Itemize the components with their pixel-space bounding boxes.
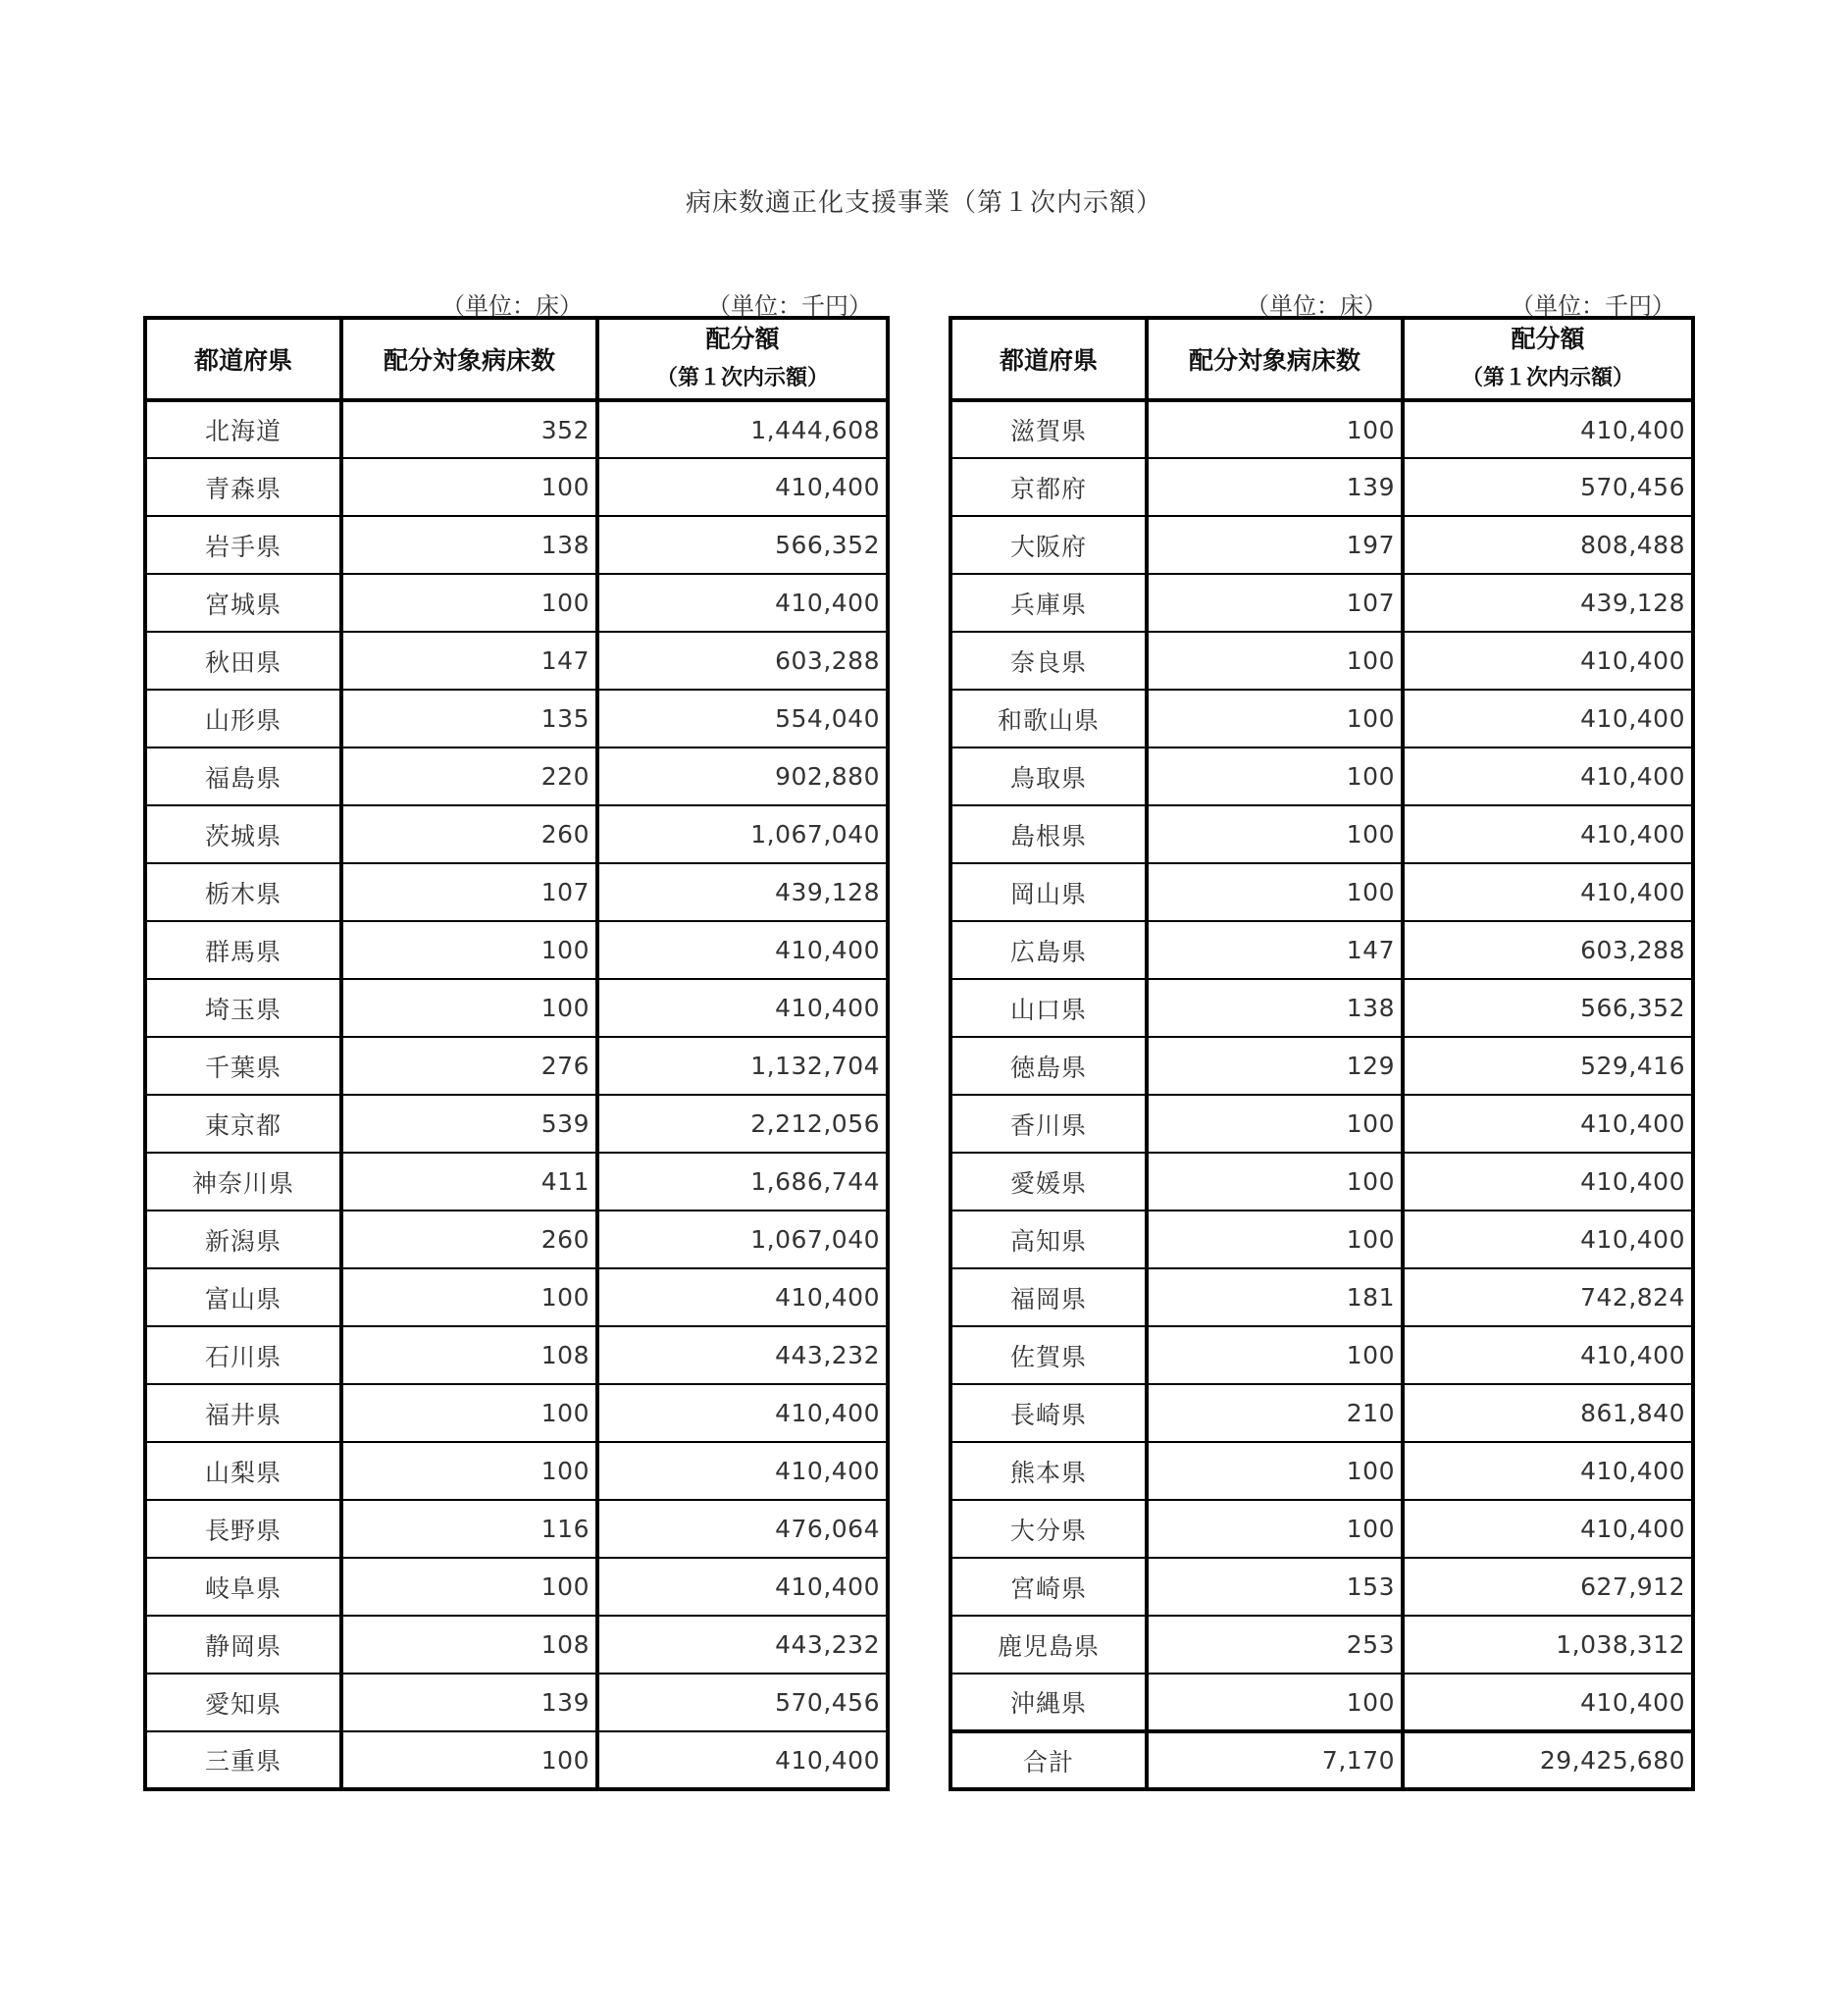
amount-cell: 410,400 bbox=[1403, 863, 1693, 921]
amount-cell: 410,400 bbox=[597, 1731, 888, 1789]
amount-cell: 410,400 bbox=[597, 979, 888, 1037]
beds-cell: 253 bbox=[1147, 1616, 1403, 1674]
table-row bbox=[950, 921, 1693, 979]
beds-cell: 411 bbox=[341, 1153, 597, 1211]
amount-cell: 410,400 bbox=[597, 1558, 888, 1616]
table-row bbox=[950, 805, 1693, 863]
amount-cell: 410,400 bbox=[1403, 1674, 1693, 1731]
prefecture-cell: 宮崎県 bbox=[950, 1558, 1147, 1616]
table-row bbox=[950, 400, 1693, 458]
amount-cell: 410,400 bbox=[1403, 747, 1693, 805]
header-amount-label: 配分額 bbox=[1511, 325, 1585, 353]
amount-cell: 410,400 bbox=[1403, 690, 1693, 747]
prefecture-cell: 福岡県 bbox=[950, 1268, 1147, 1326]
prefecture-cell: 沖縄県 bbox=[950, 1674, 1147, 1731]
prefecture-cell: 群馬県 bbox=[145, 921, 341, 979]
table-row bbox=[145, 1153, 888, 1211]
amount-cell: 29,425,680 bbox=[1403, 1731, 1693, 1789]
beds-cell: 139 bbox=[1147, 458, 1403, 516]
amount-cell: 627,912 bbox=[1403, 1558, 1693, 1616]
beds-cell: 100 bbox=[1147, 632, 1403, 690]
amount-cell: 410,400 bbox=[1403, 805, 1693, 863]
left-table-header bbox=[145, 318, 888, 400]
prefecture-cell: 岩手県 bbox=[145, 516, 341, 574]
beds-cell: 100 bbox=[1147, 1211, 1403, 1268]
amount-cell: 570,456 bbox=[597, 1674, 888, 1731]
amount-cell: 410,400 bbox=[1403, 1500, 1693, 1558]
beds-cell: 107 bbox=[1147, 574, 1403, 632]
amount-cell: 410,400 bbox=[1403, 632, 1693, 690]
amount-cell: 808,488 bbox=[1403, 516, 1693, 574]
beds-cell: 100 bbox=[1147, 1326, 1403, 1384]
header-amount bbox=[1403, 318, 1693, 400]
table-row bbox=[145, 863, 888, 921]
table-row bbox=[145, 1558, 888, 1616]
beds-cell: 139 bbox=[341, 1674, 597, 1731]
table-row bbox=[145, 400, 888, 458]
prefecture-cell: 千葉県 bbox=[145, 1037, 341, 1095]
table-row bbox=[950, 1558, 1693, 1616]
table-row bbox=[950, 1616, 1693, 1674]
table-row bbox=[950, 1095, 1693, 1153]
table-row bbox=[950, 863, 1693, 921]
prefecture-cell: 石川県 bbox=[145, 1326, 341, 1384]
prefecture-cell: 大阪府 bbox=[950, 516, 1147, 574]
table-row bbox=[145, 1095, 888, 1153]
amount-cell: 410,400 bbox=[597, 1442, 888, 1500]
prefecture-cell: 徳島県 bbox=[950, 1037, 1147, 1095]
table-row bbox=[145, 1616, 888, 1674]
beds-cell: 100 bbox=[341, 1731, 597, 1789]
table-row bbox=[145, 1384, 888, 1442]
amount-cell: 410,400 bbox=[1403, 1211, 1693, 1268]
table-row bbox=[145, 1674, 888, 1731]
table-row bbox=[950, 1326, 1693, 1384]
table-row bbox=[950, 516, 1693, 574]
table-row bbox=[145, 921, 888, 979]
table-row bbox=[950, 1442, 1693, 1500]
beds-cell: 108 bbox=[341, 1326, 597, 1384]
beds-cell: 107 bbox=[341, 863, 597, 921]
table-row bbox=[145, 516, 888, 574]
amount-cell: 603,288 bbox=[597, 632, 888, 690]
prefecture-cell: 合計 bbox=[950, 1731, 1147, 1789]
amount-cell: 410,400 bbox=[1403, 1442, 1693, 1500]
prefecture-cell: 神奈川県 bbox=[145, 1153, 341, 1211]
prefecture-cell: 青森県 bbox=[145, 458, 341, 516]
beds-cell: 100 bbox=[341, 1384, 597, 1442]
beds-cell: 352 bbox=[341, 400, 597, 458]
beds-cell: 116 bbox=[341, 1500, 597, 1558]
left-unit-amount: （単位：千円） bbox=[707, 292, 872, 320]
table-row bbox=[145, 690, 888, 747]
amount-cell: 443,232 bbox=[597, 1616, 888, 1674]
table-row bbox=[145, 574, 888, 632]
amount-cell: 603,288 bbox=[1403, 921, 1693, 979]
amount-cell: 439,128 bbox=[1403, 574, 1693, 632]
header-amount-sub: （第１次内示額） bbox=[655, 366, 829, 390]
prefecture-cell: 和歌山県 bbox=[950, 690, 1147, 747]
beds-cell: 147 bbox=[341, 632, 597, 690]
amount-cell: 410,400 bbox=[597, 1384, 888, 1442]
prefecture-cell: 熊本県 bbox=[950, 1442, 1147, 1500]
prefecture-cell: 島根県 bbox=[950, 805, 1147, 863]
amount-cell: 410,400 bbox=[597, 1268, 888, 1326]
table-row bbox=[145, 632, 888, 690]
amount-cell: 410,400 bbox=[1403, 400, 1693, 458]
header-amount-sub: （第１次内示額） bbox=[1461, 366, 1634, 390]
header-beds: 配分対象病床数 bbox=[1147, 318, 1403, 400]
table-row bbox=[950, 632, 1693, 690]
amount-cell: 410,400 bbox=[1403, 1326, 1693, 1384]
amount-cell: 566,352 bbox=[1403, 979, 1693, 1037]
beds-cell: 210 bbox=[1147, 1384, 1403, 1442]
header-prefecture: 都道府県 bbox=[145, 318, 341, 400]
beds-cell: 100 bbox=[1147, 863, 1403, 921]
right-table-header bbox=[950, 318, 1693, 400]
table-row bbox=[145, 1326, 888, 1384]
header-amount-label: 配分額 bbox=[705, 325, 780, 353]
beds-cell: 147 bbox=[1147, 921, 1403, 979]
prefecture-cell: 京都府 bbox=[950, 458, 1147, 516]
beds-cell: 100 bbox=[1147, 1153, 1403, 1211]
beds-cell: 7,170 bbox=[1147, 1731, 1403, 1789]
header-amount bbox=[597, 318, 888, 400]
amount-cell: 1,038,312 bbox=[1403, 1616, 1693, 1674]
beds-cell: 100 bbox=[1147, 690, 1403, 747]
table-row bbox=[950, 747, 1693, 805]
beds-cell: 129 bbox=[1147, 1037, 1403, 1095]
beds-cell: 108 bbox=[341, 1616, 597, 1674]
amount-cell: 439,128 bbox=[597, 863, 888, 921]
amount-cell: 570,456 bbox=[1403, 458, 1693, 516]
prefecture-cell: 静岡県 bbox=[145, 1616, 341, 1674]
table-row bbox=[950, 574, 1693, 632]
beds-cell: 100 bbox=[1147, 1500, 1403, 1558]
prefecture-cell: 北海道 bbox=[145, 400, 341, 458]
amount-cell: 410,400 bbox=[1403, 1153, 1693, 1211]
beds-cell: 100 bbox=[341, 1558, 597, 1616]
left-table bbox=[143, 316, 890, 1791]
prefecture-cell: 岡山県 bbox=[950, 863, 1147, 921]
table-row bbox=[145, 1442, 888, 1500]
table-row bbox=[950, 1037, 1693, 1095]
prefecture-cell: 奈良県 bbox=[950, 632, 1147, 690]
right-unit-beds: （単位：床） bbox=[1246, 292, 1387, 320]
beds-cell: 539 bbox=[341, 1095, 597, 1153]
amount-cell: 1,132,704 bbox=[597, 1037, 888, 1095]
beds-cell: 260 bbox=[341, 1211, 597, 1268]
prefecture-cell: 愛知県 bbox=[145, 1674, 341, 1731]
amount-cell: 861,840 bbox=[1403, 1384, 1693, 1442]
beds-cell: 100 bbox=[341, 979, 597, 1037]
table-row bbox=[145, 1500, 888, 1558]
amount-cell: 2,212,056 bbox=[597, 1095, 888, 1153]
amount-cell: 476,064 bbox=[597, 1500, 888, 1558]
beds-cell: 100 bbox=[1147, 805, 1403, 863]
amount-cell: 410,400 bbox=[1403, 1095, 1693, 1153]
beds-cell: 100 bbox=[341, 1442, 597, 1500]
amount-cell: 1,067,040 bbox=[597, 805, 888, 863]
prefecture-cell: 東京都 bbox=[145, 1095, 341, 1153]
prefecture-cell: 滋賀県 bbox=[950, 400, 1147, 458]
prefecture-cell: 山形県 bbox=[145, 690, 341, 747]
prefecture-cell: 栃木県 bbox=[145, 863, 341, 921]
table-row bbox=[950, 1384, 1693, 1442]
table-row bbox=[145, 458, 888, 516]
prefecture-cell: 埼玉県 bbox=[145, 979, 341, 1037]
prefecture-cell: 鹿児島県 bbox=[950, 1616, 1147, 1674]
beds-cell: 181 bbox=[1147, 1268, 1403, 1326]
table-row bbox=[950, 1674, 1693, 1731]
beds-cell: 153 bbox=[1147, 1558, 1403, 1616]
beds-cell: 276 bbox=[341, 1037, 597, 1095]
beds-cell: 100 bbox=[1147, 1674, 1403, 1731]
prefecture-cell: 大分県 bbox=[950, 1500, 1147, 1558]
table-row bbox=[145, 1731, 888, 1789]
beds-cell: 100 bbox=[1147, 747, 1403, 805]
beds-cell: 100 bbox=[341, 921, 597, 979]
amount-cell: 410,400 bbox=[597, 574, 888, 632]
prefecture-cell: 福井県 bbox=[145, 1384, 341, 1442]
table-row bbox=[950, 1211, 1693, 1268]
table-row bbox=[950, 1153, 1693, 1211]
prefecture-cell: 兵庫県 bbox=[950, 574, 1147, 632]
beds-cell: 100 bbox=[341, 574, 597, 632]
beds-cell: 100 bbox=[1147, 400, 1403, 458]
prefecture-cell: 愛媛県 bbox=[950, 1153, 1147, 1211]
table-row bbox=[145, 1211, 888, 1268]
beds-cell: 260 bbox=[341, 805, 597, 863]
left-unit-beds: （単位：床） bbox=[441, 292, 583, 320]
beds-cell: 100 bbox=[1147, 1095, 1403, 1153]
table-row bbox=[950, 979, 1693, 1037]
prefecture-cell: 山梨県 bbox=[145, 1442, 341, 1500]
amount-cell: 1,444,608 bbox=[597, 400, 888, 458]
right-table bbox=[949, 316, 1695, 1791]
prefecture-cell: 宮城県 bbox=[145, 574, 341, 632]
beds-cell: 100 bbox=[1147, 1442, 1403, 1500]
amount-cell: 410,400 bbox=[597, 458, 888, 516]
table-row bbox=[145, 805, 888, 863]
amount-cell: 1,067,040 bbox=[597, 1211, 888, 1268]
prefecture-cell: 富山県 bbox=[145, 1268, 341, 1326]
amount-cell: 1,686,744 bbox=[597, 1153, 888, 1211]
page-title: 病床数適正化支援事業（第１次内示額） bbox=[685, 188, 1162, 218]
table-row bbox=[145, 979, 888, 1037]
prefecture-cell: 山口県 bbox=[950, 979, 1147, 1037]
amount-cell: 529,416 bbox=[1403, 1037, 1693, 1095]
prefecture-cell: 三重県 bbox=[145, 1731, 341, 1789]
prefecture-cell: 鳥取県 bbox=[950, 747, 1147, 805]
prefecture-cell: 長崎県 bbox=[950, 1384, 1147, 1442]
prefecture-cell: 香川県 bbox=[950, 1095, 1147, 1153]
prefecture-cell: 茨城県 bbox=[145, 805, 341, 863]
beds-cell: 100 bbox=[341, 458, 597, 516]
table-row bbox=[145, 1037, 888, 1095]
prefecture-cell: 新潟県 bbox=[145, 1211, 341, 1268]
table-row bbox=[950, 690, 1693, 747]
table-row bbox=[950, 458, 1693, 516]
beds-cell: 197 bbox=[1147, 516, 1403, 574]
prefecture-cell: 広島県 bbox=[950, 921, 1147, 979]
prefecture-cell: 高知県 bbox=[950, 1211, 1147, 1268]
prefecture-cell: 秋田県 bbox=[145, 632, 341, 690]
amount-cell: 566,352 bbox=[597, 516, 888, 574]
beds-cell: 100 bbox=[341, 1268, 597, 1326]
table-row bbox=[145, 1268, 888, 1326]
beds-cell: 138 bbox=[341, 516, 597, 574]
amount-cell: 902,880 bbox=[597, 747, 888, 805]
prefecture-cell: 岐阜県 bbox=[145, 1558, 341, 1616]
prefecture-cell: 佐賀県 bbox=[950, 1326, 1147, 1384]
table-row bbox=[145, 747, 888, 805]
amount-cell: 554,040 bbox=[597, 690, 888, 747]
beds-cell: 135 bbox=[341, 690, 597, 747]
amount-cell: 443,232 bbox=[597, 1326, 888, 1384]
right-unit-amount: （単位：千円） bbox=[1511, 292, 1675, 320]
prefecture-cell: 長野県 bbox=[145, 1500, 341, 1558]
table-row bbox=[950, 1268, 1693, 1326]
header-beds: 配分対象病床数 bbox=[341, 318, 597, 400]
beds-cell: 138 bbox=[1147, 979, 1403, 1037]
prefecture-cell: 福島県 bbox=[145, 747, 341, 805]
header-prefecture: 都道府県 bbox=[950, 318, 1147, 400]
amount-cell: 410,400 bbox=[597, 921, 888, 979]
beds-cell: 220 bbox=[341, 747, 597, 805]
total-row bbox=[950, 1731, 1693, 1789]
amount-cell: 742,824 bbox=[1403, 1268, 1693, 1326]
table-row bbox=[950, 1500, 1693, 1558]
